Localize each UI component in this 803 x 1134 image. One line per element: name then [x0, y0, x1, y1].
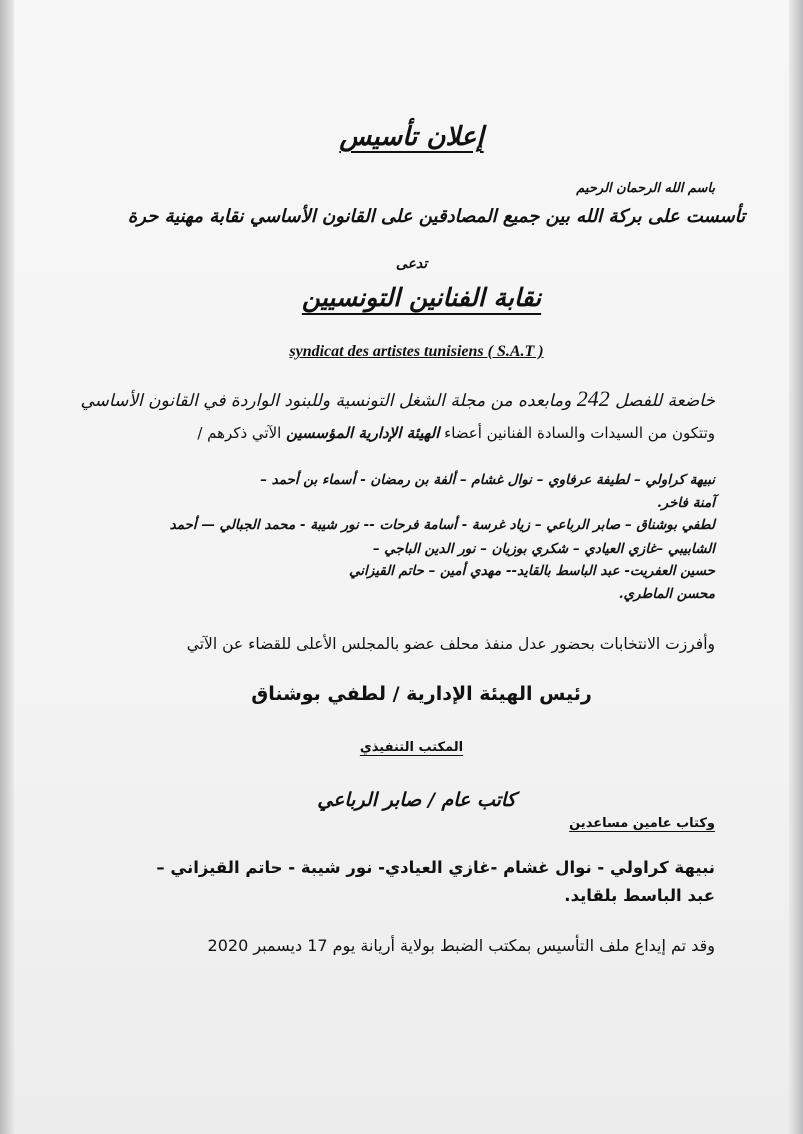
assistant-secretaries-line: نبيهة كراولي - نوال غشام -غازي العيادي- نور شيبة - حاتم القيزاني –: [156, 858, 715, 877]
composition-line: وتتكون من السيدات والسادة الفنانين أعضاء الهيئة الإدارية المؤسسين الآتي ذكرهم /: [197, 424, 715, 442]
members-line: محسن الماطري.: [618, 586, 715, 602]
members-line: نبيهة كراولي – لطيفة عرفاوي – نوال غشام – ألفة بن رمضان - أسماء بن أحمد –: [260, 472, 715, 488]
members-line: الشابيبي –غازي العيادي – شكري بوزيان – نور الدين الباجي –: [372, 541, 715, 557]
members-line: آمنة فاخر.: [656, 495, 715, 511]
elections-line: وأفرزت الانتخابات بحضور عدل منفذ محلف عضو بالمجلس الأعلى للقضاء عن الآتي: [186, 635, 715, 653]
executive-bureau-title: المكتب التنفيذي: [359, 740, 464, 755]
french-name: syndicat des artistes tunisiens ( S.A.T ): [289, 343, 544, 360]
founded-line: تأسست على بركة الله بين جميع المصادقين على القانون الأساسي نقابة مهنية حرة: [127, 206, 746, 227]
page-right-shadow: [789, 0, 803, 1134]
members-line: حسين العفريت- عبد الباسط بالقايد-- مهدي أمين – حاتم القيزاني: [348, 563, 715, 579]
assistant-secretaries-line: عبد الباسط بلقايد.: [564, 886, 715, 905]
assistant-secretaries-title: وكتاب عامين مساعدين: [569, 816, 715, 831]
syndicate-name: نقابة الفنانين التونسيين: [301, 283, 542, 312]
document-title: إعلان تأسيس: [339, 122, 484, 152]
legal-subject-line: خاضعة للفصل 242 ومابعده من مجلة الشغل التونسية وللبنود الواردة في القانون الأساسي: [80, 386, 715, 411]
secretary-general-line: كاتب عام / صابر الرباعي: [317, 789, 516, 811]
president-line: رئيس الهيئة الإدارية / لطفي بوشناق: [251, 683, 592, 705]
page-left-shadow: [0, 0, 14, 1134]
members-line: لطفي بوشناق – صابر الرباعي – زياد غرسة - أسامة فرحات -- نور شيبة - محمد الجبالي — أحمد: [169, 517, 715, 533]
basmala: باسم الله الرحمان الرحيم: [576, 181, 715, 196]
deposit-line: وقد تم إيداع ملف التأسيس بمكتب الضبط بولاية أريانة يوم 17 ديسمبر 2020: [207, 936, 715, 955]
calls-label: تدعى: [395, 256, 428, 272]
